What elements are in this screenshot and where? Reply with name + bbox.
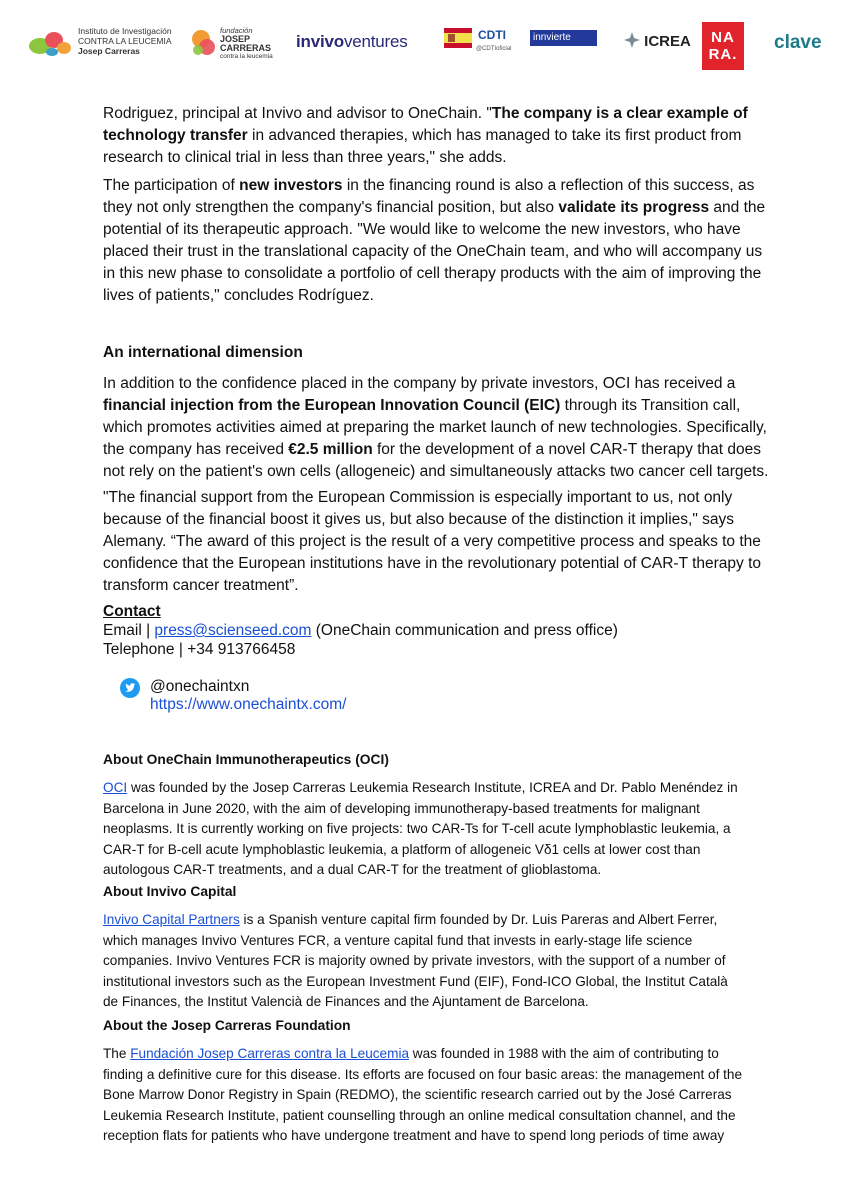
about-oci-heading: About OneChain Immunotherapeutics (OCI) xyxy=(103,752,389,767)
cdti-name: CDTI xyxy=(478,28,506,42)
about-oci-text-3: neoplasms. It is currently working on five projects: two CAR-Ts for T-cell acute lymphoblastic leukemia, a xyxy=(103,821,731,836)
icrea-logo xyxy=(624,32,691,50)
about-oci-text-1: was founded by the Josep Carreras Leukemia Research Institute, ICREA and Dr. Pablo Menéndez in xyxy=(127,780,738,795)
nara-line-2: RA. xyxy=(708,46,738,63)
twitter-icon[interactable] xyxy=(120,678,140,698)
intl-p1-text-4c: for the development of a novel CAR-T therapy that does xyxy=(372,441,761,458)
nara-logo xyxy=(702,22,744,70)
spain-government-crest-icon xyxy=(444,28,472,48)
institute-line-2: CONTRA LA LEUCEMIA xyxy=(78,36,172,46)
clave-logo: clave xyxy=(774,32,822,53)
p2-text-2a: they not only strengthen the company's financial position, but also xyxy=(103,199,559,216)
contact-heading: Contact xyxy=(103,603,161,620)
invivo-bold: invivo xyxy=(296,32,344,51)
email-label: Email | xyxy=(103,622,155,639)
p2-text-5: in this new phase to consolidate a portfolio of cell therapy products with the aim of improving the xyxy=(103,265,762,282)
contact-phone-line xyxy=(103,641,295,659)
intl-p1-text-2: through its Transition call, xyxy=(560,397,741,414)
fundacion-josep-carreras-logo xyxy=(190,26,280,60)
about-fjc-text-2: finding a definitive cure for this disease. Its efforts are focused on four basic areas: the management of the xyxy=(103,1066,743,1082)
p2-text-2c: and the xyxy=(709,199,766,216)
fundacion-line-1: fundación xyxy=(220,26,253,35)
fundacion-line-4: contra la leucemia xyxy=(220,53,273,60)
p1-bold-2: technology transfer xyxy=(103,127,248,144)
about-fjc-text-5: reception flats for patients who have undergone treatment and have to spend long periods of time away xyxy=(103,1128,725,1143)
institute-blob-icon xyxy=(28,30,74,56)
about-fjc-pre: The xyxy=(103,1046,131,1061)
p1-text: Rodriguez, principal at Invivo and advisor to OneChain. " xyxy=(103,105,492,122)
about-fjc-text-4: Leukemia Research Institute, patient counselling through an online medical consultation channel, and the xyxy=(103,1107,736,1123)
intl-p1-text-3: which promotes activities aimed at preparing the market launch of new technologies. Specifically, xyxy=(103,419,767,436)
institute-line-3: Josep Carreras xyxy=(78,46,140,56)
about-oci-text-2: Barcelona in June 2020, with the aim of developing immunotherapy-based treatments for malignant xyxy=(103,800,700,816)
intl-p1-text-4a: the company has received xyxy=(103,441,289,458)
about-fjc-text-3: Bone Marrow Donor Registry in Spain (REDMO), the scientific research carried out by the José Carreras xyxy=(103,1087,732,1102)
intl-p1-text-5: not rely on the patient's own cells (allogeneic) and simultaneously attacks two cancer cell targets. xyxy=(103,463,769,480)
nara-line-1: NA xyxy=(711,29,735,46)
p2-text-1c: in the financing round is also a reflection of this success, as xyxy=(342,177,755,194)
about-oci-text-5: autologous CAR-T treatments, and a dual CAR-T for the treatment of glioblastoma. xyxy=(103,862,602,877)
about-oci-paragraph xyxy=(103,778,786,881)
international-heading: An international dimension xyxy=(103,344,303,361)
intl-p2-text-1: "The financial support from the European Commission is especially important to us, not only xyxy=(103,489,733,506)
phone-label: Telephone | xyxy=(103,641,188,658)
institute-line-1: Instituto de Investigación xyxy=(78,26,172,36)
p2-text-4: placed their trust in the translational capacity of the OneChain team, and who will accompany us xyxy=(103,243,763,260)
about-invivo-heading: About Invivo Capital xyxy=(103,884,237,899)
intl-p2-text-2: because of the financial boost it gives us, but also because of the distinction it implies," says xyxy=(103,511,735,528)
p1-bold-1: The company is a clear example of xyxy=(491,105,748,122)
p2-bold-1: new investors xyxy=(239,177,343,194)
icrea-mark-icon xyxy=(624,32,640,48)
fundacion-blob-icon xyxy=(190,28,218,58)
cdti-logo xyxy=(444,26,510,60)
intl-p2-text-4: confidence that the European institutions have in the revolutionary potential of CAR-T therapy to xyxy=(103,555,762,572)
about-invivo-text-4: institutional investors such as the European Investment Fund (EIF), Fond-ICO Global, the Institut Català xyxy=(103,973,728,989)
about-fjc-text-1: was founded in 1988 with the aim of contributing to xyxy=(409,1046,719,1061)
p2-text: The participation of xyxy=(103,177,240,194)
twitter-handle[interactable]: @onechaintxn xyxy=(150,678,250,695)
website-link[interactable] xyxy=(150,696,346,714)
fundacion-line-2: JOSEP xyxy=(220,34,251,44)
intl-p2-text-3: Alemany. “The award of this project is the result of a very competitive process and speaks to the xyxy=(103,533,761,550)
cdti-handle: @CDTIoficial xyxy=(476,46,512,52)
email-note: (OneChain communication and press office) xyxy=(311,622,618,639)
about-oci-text-4: CAR-T for B-cell acute lymphoblastic leukemia, a platform of allogeneic Vδ1 cells at lower cost than xyxy=(103,841,701,857)
invivo-light: ventures xyxy=(343,32,408,51)
about-invivo-text-5: de Finances, the Institut Valencià de Finances and the Ajuntament de Barcelona. xyxy=(103,994,589,1009)
p1-text-2: in advanced therapies, which has managed to take its first product from xyxy=(247,127,742,144)
p2-text-6: lives of patients," concludes Rodríguez. xyxy=(103,287,374,304)
about-fjc-heading: About the Josep Carreras Foundation xyxy=(103,1018,351,1033)
about-invivo-text-1: is a Spanish venture capital firm founded by Dr. Luis Pareras and Albert Ferrer, xyxy=(239,912,718,927)
contact-email-line xyxy=(103,622,618,640)
paragraph-european-commission-quote xyxy=(103,487,786,597)
phone-number: +34 913766458 xyxy=(187,641,296,658)
about-invivo-paragraph xyxy=(103,910,786,1013)
p2-text-3: potential of its therapeutic approach. "We would like to welcome the new investors, who have xyxy=(103,221,741,238)
paragraph-new-investors xyxy=(103,175,786,307)
paragraph-rodriguez-quote xyxy=(103,103,786,169)
intl-p1-bold-eic: financial injection from the European Innovation Council (EIC) xyxy=(103,397,561,414)
invivo-ventures-logo xyxy=(296,32,408,52)
p1-text-3: research to clinical trial in less than three years," she adds. xyxy=(103,149,507,166)
icrea-text: ICREA xyxy=(644,33,691,50)
fundacion-link[interactable]: Fundación Josep Carreras contra la Leucemia xyxy=(130,1046,410,1061)
oci-link[interactable]: OCI xyxy=(103,780,128,795)
intl-p1-text-1: In addition to the confidence placed in the company by private investors, OCI has received a xyxy=(103,375,736,392)
about-fjc-paragraph xyxy=(103,1044,786,1147)
about-invivo-text-3: companies. Invivo Ventures FCR is majority owned by private investors, with the support of a number of xyxy=(103,953,726,968)
innvierte-logo: innvierte xyxy=(530,30,597,46)
intl-p2-text-5: transform cancer treatment”. xyxy=(103,577,299,594)
invivo-capital-link[interactable]: Invivo Capital Partners xyxy=(103,912,240,927)
intl-p1-bold-amount: €2.5 million xyxy=(288,441,373,458)
paragraph-eic-funding xyxy=(103,373,786,483)
about-invivo-text-2: which manages Invivo Ventures FCR, a venture capital fund that invests in early-stage life science xyxy=(103,932,693,948)
website-url[interactable]: https://www.onechaintx.com/ xyxy=(150,696,347,713)
p2-bold-2: validate its progress xyxy=(558,199,710,216)
fundacion-line-3: CARRERAS xyxy=(220,43,272,53)
email-link[interactable]: press@scienseed.com xyxy=(154,622,312,639)
josep-carreras-institute-logo xyxy=(28,24,178,60)
